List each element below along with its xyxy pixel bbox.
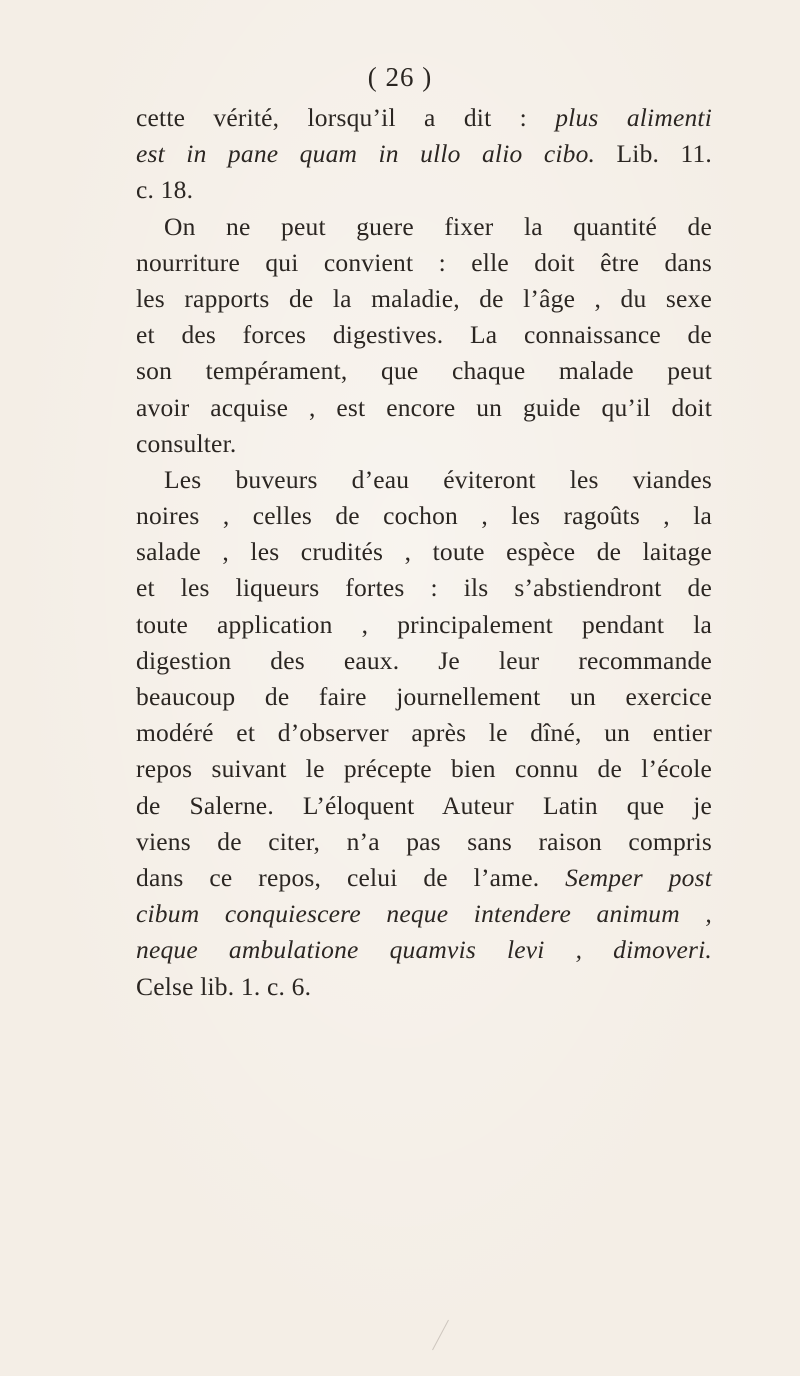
line-text: salade , les crudités , toute espèce de laitage — [136, 537, 712, 567]
line-text: les rapports de la maladie, de l’âge , du sexe — [136, 283, 712, 313]
line-text: modéré et d’observer après le dîné, un entier — [136, 718, 712, 748]
text-line — [136, 607, 712, 643]
text-line — [136, 534, 712, 570]
text-line — [136, 281, 712, 317]
line-text: et des forces digestives. La connaissance de — [136, 320, 712, 350]
line-text: son tempérament, que chaque malade peut — [136, 356, 712, 386]
text-line — [136, 390, 712, 426]
text-line — [136, 172, 712, 208]
paper-mark — [432, 1320, 449, 1350]
text-line — [136, 570, 712, 606]
text-line — [136, 896, 712, 932]
latin-quote-text: plus alimenti — [555, 103, 712, 132]
text-line — [136, 100, 712, 136]
line-text: beaucoup de faire journellement un exercice — [136, 682, 712, 711]
body-text — [136, 100, 712, 1005]
text-line — [136, 788, 712, 824]
latin-quote-text: Semper post — [565, 862, 713, 892]
text-line — [136, 462, 712, 498]
text-line — [136, 209, 712, 245]
text-line — [136, 426, 712, 462]
text-line — [136, 353, 712, 389]
line-text: On ne peut guere fixer la quantité de — [164, 211, 712, 241]
text-line — [136, 136, 712, 172]
line-text: viens de citer, n’a pas sans raison compris — [136, 826, 712, 856]
line-text: nourriture qui convient : elle doit être dans — [136, 247, 712, 277]
text-line — [136, 498, 712, 534]
text-line — [136, 860, 712, 896]
text-line — [136, 643, 712, 679]
latin-quote-text: neque ambulatione quamvis levi , dimoveri. — [136, 935, 712, 965]
text-line — [136, 679, 712, 715]
line-text: noires , celles de cochon , les ragoûts , la — [136, 501, 712, 531]
text-line — [136, 932, 712, 968]
text-line — [136, 969, 712, 1005]
text-line — [136, 245, 712, 281]
line-text: et les liqueurs fortes : ils s’abstiendront de — [136, 573, 712, 603]
page-number: ( 26 ) — [367, 62, 433, 92]
text-line — [136, 751, 712, 787]
line-text: consulter. — [136, 428, 237, 458]
line-text: Celse lib. 1. c. 6. — [136, 971, 312, 1001]
line-text: avoir acquise , est encore un guide qu’il doit — [136, 392, 712, 422]
line-text: cette vérité, lorsqu’il a dit : — [136, 103, 556, 132]
line-text: repos suivant le précepte bien connu de l’école — [136, 754, 712, 784]
line-text: dans ce repos, celui de l’ame. — [136, 862, 566, 892]
line-text: toute application , principalement pendant la — [136, 609, 712, 639]
text-line — [136, 317, 712, 353]
text-line — [136, 824, 712, 860]
line-text: Lib. 11. — [595, 139, 713, 169]
latin-quote-text: cibum conquiescere neque intendere animum , — [136, 899, 712, 929]
line-text: de Salerne. L’éloquent Auteur Latin que je — [136, 790, 712, 820]
line-text: Les buveurs d’eau éviteront les viandes — [164, 464, 712, 494]
text-line — [136, 715, 712, 751]
line-text: c. 18. — [136, 175, 194, 205]
latin-quote-text: est in pane quam in ullo alio cibo. — [136, 139, 596, 169]
line-text: digestion des eaux. Je leur recommande — [136, 645, 712, 675]
